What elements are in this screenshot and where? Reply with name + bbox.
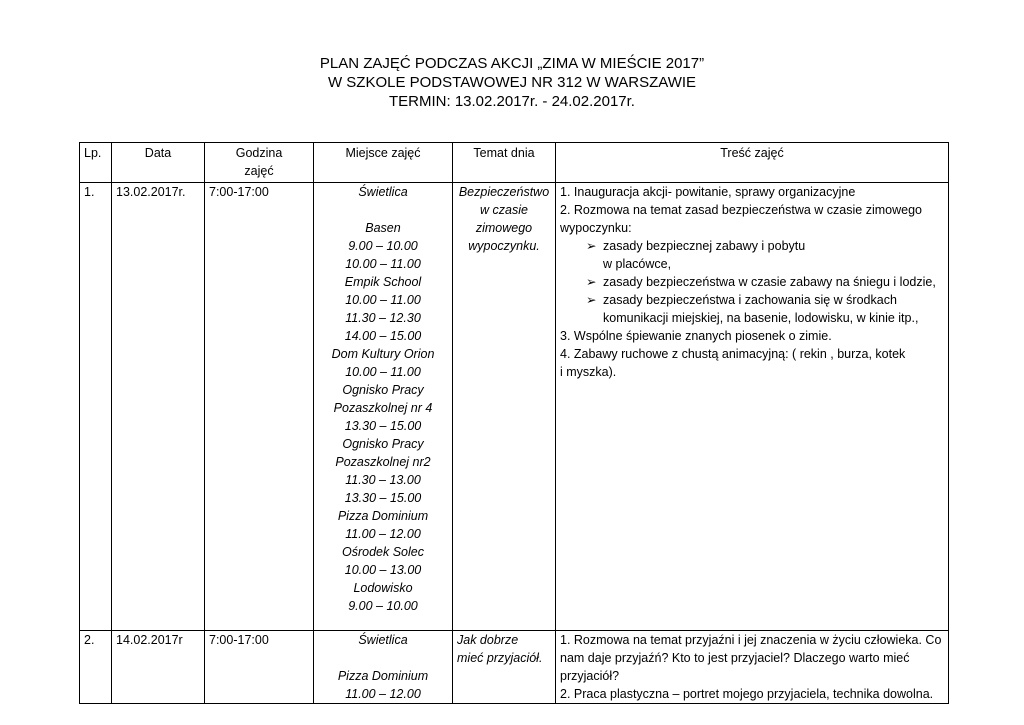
content-line: 2. Rozmowa na temat zasad bezpieczeństwa w czasie zimowego [560, 203, 922, 217]
cell-tresc [556, 631, 949, 704]
place-line: Świetlica [358, 185, 408, 199]
place-line [318, 649, 448, 667]
content-line: przyjaciół? [560, 669, 620, 683]
cell-miejsce [314, 183, 453, 631]
header-godzina-line-2: zajęć [244, 164, 274, 178]
cell-godzina: 7:00-17:00 [205, 631, 314, 704]
topic-line: w czasie [480, 203, 528, 217]
document-title [0, 54, 1024, 111]
place-line: Pozaszkolnej nr 4 [333, 401, 433, 415]
place-line: Ognisko Pracy [342, 437, 424, 451]
place-line: 14.00 – 15.00 [344, 329, 422, 343]
bullet-text: zasady bezpiecznej zabawy i pobytu [603, 239, 806, 253]
topic-line: wypoczynku. [468, 239, 540, 253]
bullet-continuation: komunikacji miejskiej, na basenie, lodowisku, w kinie itp., [603, 311, 919, 325]
place-line: 9.00 – 10.00 [348, 599, 418, 613]
cell-temat [453, 183, 556, 631]
place-line: Pozaszkolnej nr2 [335, 455, 431, 469]
cell-tresc [556, 183, 949, 631]
topic-line: Bezpieczeństwo [458, 185, 550, 199]
place-line: 11.30 – 13.00 [345, 473, 421, 487]
place-line: Ognisko Pracy [342, 383, 424, 397]
title-line-1: PLAN ZAJĘĆ PODCZAS AKCJI „ZIMA W MIEŚCIE 2017” [319, 55, 705, 72]
bullet-item [560, 237, 944, 255]
cell-lp: 2. [80, 631, 112, 704]
place-line: 10.00 – 11.00 [345, 257, 421, 271]
schedule-table [79, 142, 949, 704]
title-line-3: TERMIN: 13.02.2017r. - 24.02.2017r. [389, 93, 635, 110]
bullet-text: zasady bezpieczeństwa w czasie zabawy na śniegu i lodzie, [603, 275, 936, 289]
cell-lp: 1. [80, 183, 112, 631]
cell-temat [453, 631, 556, 704]
place-line: Basen [365, 221, 401, 235]
place-line [318, 201, 448, 219]
place-line: 13.30 – 15.00 [344, 491, 422, 505]
place-line: Pizza Dominium [337, 509, 429, 523]
place-line: 11.00 – 12.00 [345, 527, 421, 541]
content-line: nam daje przyjaźń? Kto to jest przyjaciel? Dlaczego warto mieć [560, 651, 910, 665]
cell-godzina: 7:00-17:00 [205, 183, 314, 631]
table-row [80, 183, 949, 631]
place-line: Ośrodek Solec [342, 545, 424, 559]
header-temat: Temat dnia [453, 143, 556, 183]
header-tresc: Treść zajęć [556, 143, 949, 183]
content-line: i myszka). [560, 365, 617, 379]
bullet-item [560, 291, 944, 309]
content-line: 4. Zabawy ruchowe z chustą animacyjną: ( rekin , burza, kotek [560, 347, 906, 361]
content-line: 2. Praca plastyczna – portret mojego przyjaciela, technika dowolna. [560, 687, 934, 701]
place-line: Dom Kultury Orion [331, 347, 435, 361]
arrow-bullet-icon: ➢ [586, 275, 597, 289]
table-row [80, 631, 949, 704]
place-line: 11.00 – 12.00 [345, 687, 421, 701]
cell-data: 14.02.2017r [112, 631, 205, 704]
place-line: Świetlica [358, 633, 408, 647]
topic-line: zimowego [475, 221, 533, 235]
arrow-bullet-icon: ➢ [586, 239, 597, 253]
header-lp: Lp. [80, 143, 112, 183]
table-header-row [80, 143, 949, 183]
cell-miejsce [314, 631, 453, 704]
place-line: Pizza Dominium [337, 669, 429, 683]
place-line: Lodowisko [353, 581, 413, 595]
topic-line: Jak dobrze [457, 633, 519, 647]
place-line: 10.00 – 11.00 [345, 293, 421, 307]
topic-line: mieć przyjaciół. [457, 651, 543, 665]
place-line: 9.00 – 10.00 [348, 239, 418, 253]
content-line: wypoczynku: [560, 221, 632, 235]
header-data: Data [112, 143, 205, 183]
place-line: Empik School [344, 275, 422, 289]
title-line-2: W SZKOLE PODSTAWOWEJ NR 312 W WARSZAWIE [327, 74, 697, 91]
bullet-text: zasady bezpieczeństwa i zachowania się w środkach [603, 293, 897, 307]
place-line: 10.00 – 13.00 [344, 563, 422, 577]
cell-data: 13.02.2017r. [112, 183, 205, 631]
content-line: 1. Rozmowa na temat przyjaźni i jej znaczenia w życiu człowieka. Co [560, 633, 942, 647]
bullet-item [560, 273, 944, 291]
place-line: 11.30 – 12.30 [345, 311, 421, 325]
content-line: 1. Inauguracja akcji- powitanie, sprawy organizacyjne [560, 185, 856, 199]
header-miejsce: Miejsce zajęć [314, 143, 453, 183]
place-line: 13.30 – 15.00 [344, 419, 422, 433]
content-line: 3. Wspólne śpiewanie znanych piosenek o zimie. [560, 329, 832, 343]
header-godzina [205, 143, 314, 183]
bullet-continuation: w placówce, [603, 257, 672, 271]
place-line: 10.00 – 11.00 [345, 365, 421, 379]
arrow-bullet-icon: ➢ [586, 293, 597, 307]
header-godzina-line-1: Godzina [235, 146, 283, 160]
